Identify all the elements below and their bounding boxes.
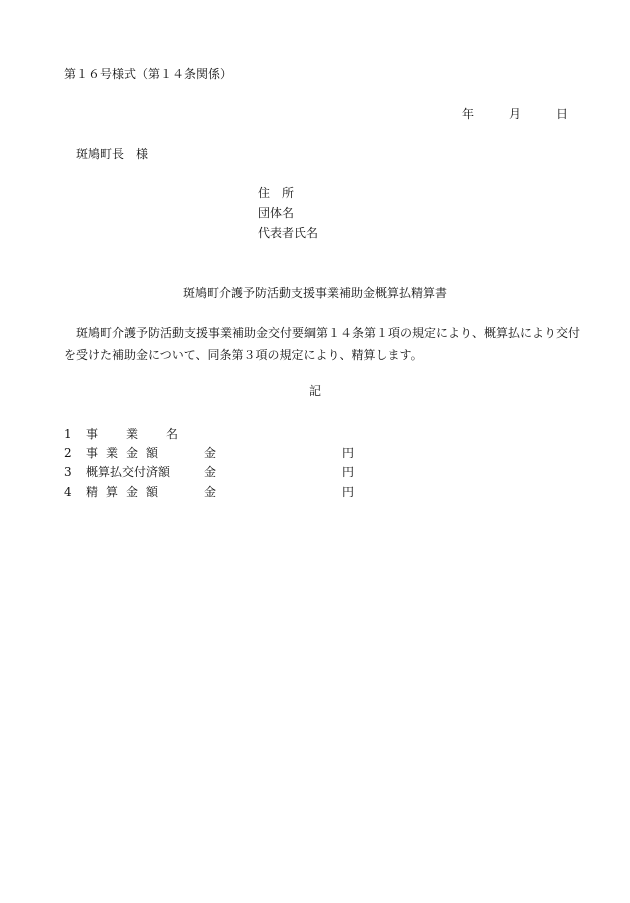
item-label-char: 業 <box>106 446 119 460</box>
item-label-char: 概 <box>86 465 99 479</box>
item-label-char: 額 <box>158 465 171 479</box>
ki-heading: 記 <box>308 384 321 398</box>
item-label-char: 金 <box>126 446 139 460</box>
item-number: 4 <box>64 485 72 499</box>
item-number: 3 <box>64 465 72 479</box>
date-month-label: 月 <box>509 107 522 121</box>
item-label-char: 事 <box>86 427 99 441</box>
date-year-label: 年 <box>462 107 475 121</box>
yen-unit: 円 <box>342 446 355 460</box>
applicant-address-label: 住 所 <box>258 186 295 200</box>
item-label-char: 払 <box>110 465 123 479</box>
item-label-char: 算 <box>98 465 111 479</box>
item-label-char: 額 <box>146 446 159 460</box>
item-label-char: 金 <box>204 485 217 499</box>
addressee: 斑鳩町長 様 <box>76 147 149 161</box>
document-title: 斑鳩町介護予防活動支援事業補助金概算払精算書 <box>182 286 447 300</box>
item-label-char: 算 <box>106 485 119 499</box>
item-label-char: 金 <box>204 465 217 479</box>
item-number: 2 <box>64 446 72 460</box>
item-label-char: 金 <box>126 485 139 499</box>
item-label-char: 業 <box>126 427 139 441</box>
yen-unit: 円 <box>342 485 355 499</box>
item-label-char: 額 <box>146 485 159 499</box>
date-day-label: 日 <box>556 107 569 121</box>
item-label-char: 済 <box>146 465 159 479</box>
item-number: 1 <box>64 427 72 441</box>
body-text: 斑鳩町介護予防活動支援事業補助金交付要綱第１４条第１項の規定により、概算払により交付を受けた補助金について、同条第３項の規定により、精算します。 <box>64 326 581 362</box>
item-label-char: 名 <box>166 427 179 441</box>
item-label-char: 交 <box>122 465 135 479</box>
applicant-organization-label: 団体名 <box>258 206 295 220</box>
item-label-char: 金 <box>204 446 217 460</box>
item-label-char: 付 <box>134 465 147 479</box>
item-label-char: 事 <box>86 446 99 460</box>
item-label-char: 精 <box>86 485 99 499</box>
applicant-representative-label: 代表者氏名 <box>258 226 319 240</box>
yen-unit: 円 <box>342 465 355 479</box>
form-number: 第１６号様式（第１４条関係） <box>64 67 233 81</box>
